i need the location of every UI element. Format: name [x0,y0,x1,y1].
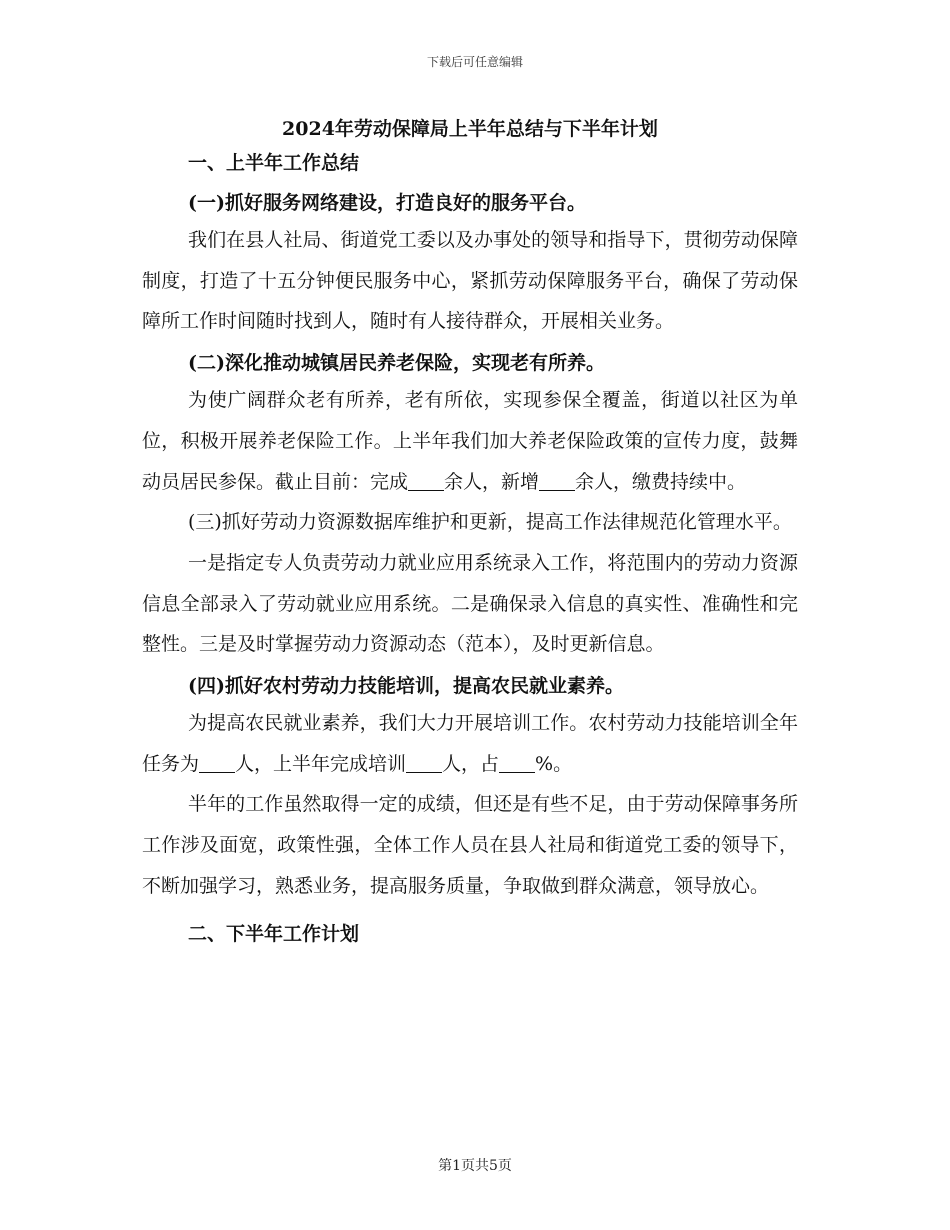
section-heading-first-half: 一、上半年工作总结 [188,152,360,174]
fill-in-blank [539,471,575,491]
fill-in-blank [408,471,444,491]
paragraph-4: 一是指定专人负责劳动力就业应用系统录入工作，将范围内的劳动力资源信息全部录入了劳动就业应用系统。二是确保录入信息的真实性、准确性和完整性。三是及时掌握劳动力资源动态（范本），及时更新信息。 [142,551,798,656]
paragraph-5-part-b: 人，上半年完成培训 [235,752,407,775]
subsection-heading-1: (一)抓好服务网络建设，打造良好的服务平台。 [188,192,586,214]
page-footer-number: 第1页共5页 [438,1158,512,1174]
paragraph-1: 我们在县人社局、街道党工委以及办事处的领导和指导下，贯彻劳动保障制度，打造了十五分钟便民服务中心，紧抓劳动保障服务平台，确保了劳动保障所工作时间随时找到人，随时有人接待群众，开展相关业务。 [142,229,798,333]
document-body [142,112,798,951]
paragraph-2-part-a: 为使广阔群众老有所养，老有所依，实现参保全覆盖，街道以社区为单位，积极开展养老保险工作。上半年我们加大养老保险政策的宣传力度，鼓舞动员居民参保。截止目前：完成 [142,389,798,493]
paragraph-2-part-b: 余人，新增 [444,470,540,493]
subsection-heading-2: (二)深化推动城镇居民养老保险，实现老有所养。 [188,352,605,375]
document-title: 2024年劳动保障局上半年总结与下半年计划 [282,118,658,140]
paragraph-5-part-c: 人，占 [442,752,500,775]
paragraph-3-subsection-3: (三)抓好劳动力资源数据库维护和更新，提高工作法律规范化管理水平。 [188,511,792,534]
subsection-heading-4: (四)抓好农村劳动力技能培训，提高农民就业素养。 [188,675,624,698]
paragraph-5-part-d: %。 [535,752,573,775]
paragraph-2-part-c: 余人，缴费持续中。 [575,470,747,493]
paragraph-6: 半年的工作虽然取得一定的成绩，但还是有些不足，由于劳动保障事务所工作涉及面宽，政策性强，全体工作人员在县人社局和街道党工委的领导下，不断加强学习，熟悉业务，提高服务质量，争取做到群众满意，领导放心。 [142,793,798,897]
paragraph-5-part-a: 为提高农民就业素养，我们大力开展培训工作。农村劳动力技能培训全年任务为 [142,712,798,775]
paragraph-5 [142,703,798,784]
fill-in-blank [199,753,235,773]
page-header-note: 下载后可任意编辑 [426,55,523,69]
section-heading-second-half: 二、下半年工作计划 [188,922,360,945]
fill-in-blank [499,753,535,773]
fill-in-blank [406,753,442,773]
paragraph-2 [142,380,798,502]
